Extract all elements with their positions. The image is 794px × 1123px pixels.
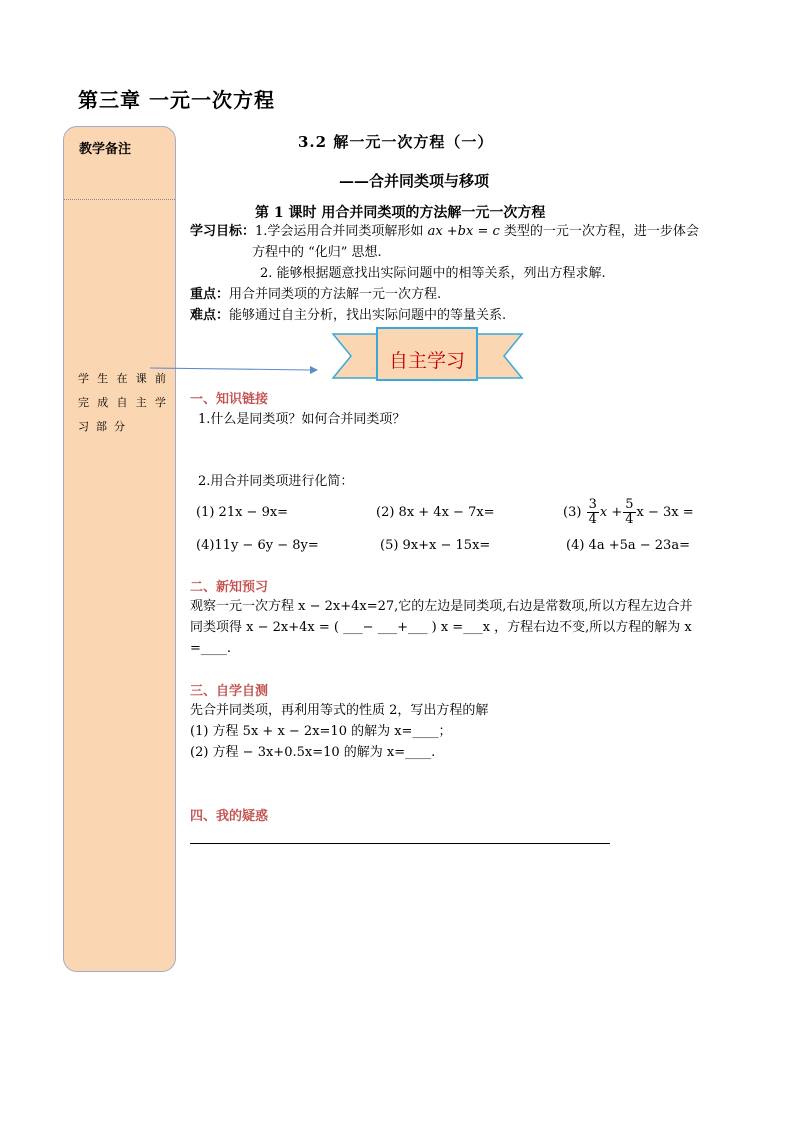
goal-1-text: 1.学会运用合并同类项解形如 — [255, 224, 424, 239]
section2-line-1: 观察一元一次方程 x − 2x+4x=27,它的左边是同类项,右边是常数项,所以方程左边合并 — [190, 599, 693, 614]
fraction-denominator: 4 — [625, 512, 634, 527]
exercise-5: (5) 9x+x − 15x= — [380, 538, 491, 553]
section-title: 3.2 解一元一次方程（一） — [298, 133, 494, 151]
sidebar-divider — [64, 199, 175, 200]
key-point-text: 用合并同类项的方法解一元一次方程. — [229, 287, 442, 302]
fraction-numerator: 3 — [588, 497, 597, 512]
key-point — [190, 285, 441, 305]
teaching-notes-sidebar — [63, 126, 176, 972]
arrow-connector — [150, 360, 320, 380]
section1-heading: 一、知识链接 — [190, 392, 269, 407]
question-2: 2.用合并同类项进行化简： — [198, 474, 354, 489]
goals-line-3: 2. 能够根据题意找出实际问题中的相等关系，列出方程求解. — [260, 266, 606, 281]
lesson-subtitle: ——合并同类项与移项 — [339, 172, 490, 190]
question-1: 1.什么是同类项？如何合并同类项？ — [198, 412, 406, 427]
exercise-1: (1) 21x − 9x= — [196, 505, 289, 520]
key-point-label: 重点： — [190, 287, 230, 302]
exercise-4: (4)11y − 6y − 8y= — [196, 538, 319, 553]
section3-intro: 先合并同类项，再利用等式的性质 2，写出方程的解 — [190, 703, 489, 718]
sidebar-note-line: 完成自主学 — [78, 396, 166, 409]
fraction-denominator: 4 — [588, 512, 597, 527]
difficulty-label: 难点： — [190, 308, 230, 323]
sidebar-note-line: 习部分 — [78, 420, 132, 433]
chapter-title: 第三章 一元一次方程 — [78, 88, 275, 112]
fraction — [587, 498, 599, 527]
sidebar-note-line: 学生在课前 — [78, 372, 166, 385]
period-title: 第 1 课时 用合并同类项的方法解一元一次方程 — [255, 205, 546, 221]
section2-line-3: =____. — [190, 641, 232, 656]
exercise-3-tail: x − 3x = — [636, 505, 694, 520]
exercise-6: (4) 4a +5a − 23a= — [566, 538, 690, 553]
banner-text: 自主学习 — [388, 350, 465, 372]
goals-label: 学习目标： — [190, 224, 256, 239]
answer-line — [190, 843, 610, 844]
section3-problem-2: (2) 方程 − 3x+0.5x=10 的解为 x=____. — [190, 745, 436, 760]
exercise-2: (2) 8x + 4x − 7x= — [376, 505, 495, 520]
sidebar-title: 教学备注 — [79, 142, 132, 157]
section3-problem-1: (1) 方程 5x + x − 2x=10 的解为 x=____； — [190, 724, 452, 739]
fraction-numerator: 5 — [625, 497, 634, 512]
difficulty-text: 能够通过自主分析，找出实际问题中的等量关系. — [229, 308, 507, 323]
fraction — [623, 498, 635, 527]
section2-line-2: 同类项得 x − 2x+4x = ( ___− ___+___ ) x =___x ，方程右边不变,所以方程的解为 x — [190, 620, 692, 635]
exercise-3: (3) $\frac{3}{4}$ x + $\frac{5}{4}$ x − 3x = — [563, 497, 694, 527]
section3-heading: 三、自学自测 — [190, 684, 269, 699]
goal-1-text-b: 类型的一元一次方程，进一步体会 — [503, 224, 699, 239]
exercise-3-label: (3) — [563, 505, 582, 520]
goal-1-formula: ax +bx = c — [427, 224, 500, 239]
section2-heading: 二、新知预习 — [190, 580, 269, 595]
goals-line-1 — [190, 222, 699, 242]
goals-line-2: 方程中的 “化归” 思想. — [252, 245, 382, 260]
difficulty — [190, 306, 506, 326]
section4-heading: 四、我的疑惑 — [190, 809, 269, 824]
